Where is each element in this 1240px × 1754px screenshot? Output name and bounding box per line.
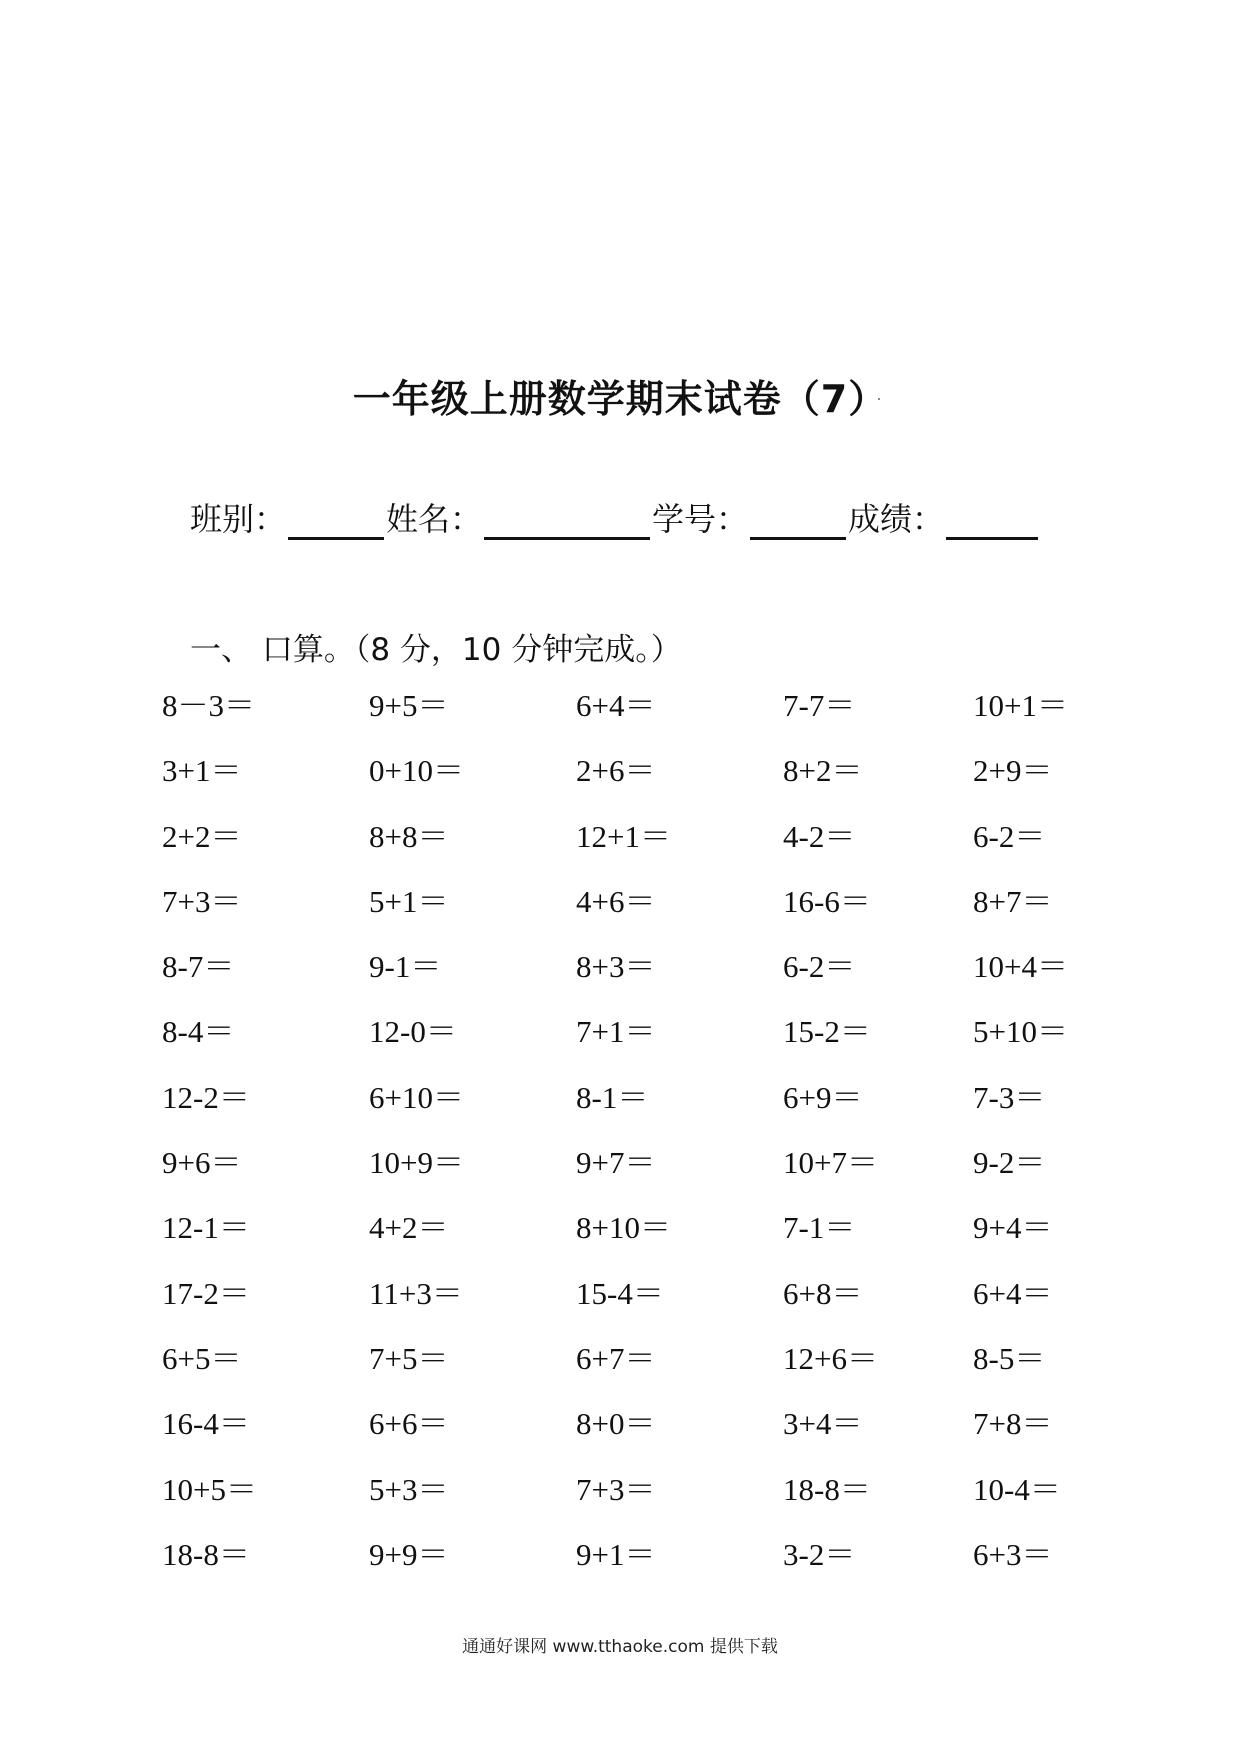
math-problem: 8+7＝: [973, 883, 1053, 919]
math-problem: 6+8＝: [783, 1275, 863, 1311]
math-problem: 4+2＝: [369, 1210, 449, 1246]
math-problem: 10+1＝: [973, 688, 1068, 723]
math-problem: 9+1＝: [576, 1536, 656, 1572]
math-problem: 12-1＝: [162, 1210, 250, 1246]
math-problem: 6+10＝: [369, 1079, 464, 1115]
name-label: 姓名：: [386, 500, 483, 538]
math-problem: 8-1＝: [576, 1079, 649, 1115]
math-problem: 6+6＝: [369, 1406, 449, 1442]
math-problem: 6+9＝: [783, 1079, 863, 1115]
math-problem: 18-8＝: [162, 1536, 250, 1572]
math-problem: 7+3＝: [576, 1471, 656, 1507]
math-problem: 10+9＝: [369, 1145, 464, 1181]
page-title: 一年级上册数学期末试卷（7）: [352, 377, 888, 421]
math-problem: 10+7＝: [783, 1145, 878, 1181]
math-problem: 11+3＝: [369, 1275, 463, 1311]
section-1-title: 一、 口算。: [190, 632, 355, 668]
math-problem: 10-4＝: [973, 1471, 1061, 1507]
math-problem: 9+5＝: [369, 688, 449, 723]
math-problem: 4+6＝: [576, 883, 656, 919]
math-problem: 9+9＝: [369, 1536, 449, 1572]
math-problem: 9+4＝: [973, 1210, 1053, 1246]
math-problem: 10+5＝: [162, 1471, 257, 1507]
math-problem: 8－3＝: [162, 688, 255, 723]
math-problem: 7-7＝: [783, 688, 856, 723]
student-info-row: [190, 496, 1040, 540]
math-problem: 7+1＝: [576, 1014, 656, 1050]
number-label: 学号：: [652, 500, 749, 538]
math-problem: 8-4＝: [162, 1014, 235, 1050]
math-problem: 6+4＝: [576, 688, 656, 723]
math-problem: 4-2＝: [783, 818, 856, 854]
math-problem: 7-1＝: [783, 1210, 856, 1246]
math-problem: 8-5＝: [973, 1340, 1046, 1376]
math-problem: 8+3＝: [576, 949, 656, 985]
math-problem: 17-2＝: [162, 1275, 250, 1311]
math-problem: 9-1＝: [369, 949, 442, 985]
math-problem: 15-2＝: [783, 1014, 871, 1050]
math-problem: 6+7＝: [576, 1340, 656, 1376]
math-problem: 5+1＝: [369, 883, 449, 919]
math-problem: 7+8＝: [973, 1406, 1053, 1442]
math-problem: 16-6＝: [783, 883, 871, 919]
math-problem: 7+3＝: [162, 883, 242, 919]
math-problem: 18-8＝: [783, 1471, 871, 1507]
math-problem: 3-2＝: [783, 1536, 856, 1572]
math-problem: 3+1＝: [162, 753, 242, 789]
math-problem: 2+6＝: [576, 753, 656, 789]
mental-math-grid: [162, 688, 1142, 1602]
math-problem: 9+6＝: [162, 1145, 242, 1181]
math-problem: 9-2＝: [973, 1145, 1046, 1181]
footer-source: 通通好课网 www.tthaoke.com 提供下载: [462, 1637, 778, 1657]
score-blank[interactable]: [946, 501, 1038, 540]
math-problem: 7-3＝: [973, 1079, 1046, 1115]
math-problem: 8+0＝: [576, 1406, 656, 1442]
math-problem: 3+4＝: [783, 1406, 863, 1442]
math-problem: 6-2＝: [783, 949, 856, 985]
class-blank[interactable]: [288, 501, 384, 540]
math-problem: 8-7＝: [162, 949, 235, 985]
math-problem: 10+4＝: [973, 949, 1068, 985]
math-problem: 8+10＝: [576, 1210, 671, 1246]
math-problem: 6+5＝: [162, 1340, 242, 1376]
math-problem: 5+3＝: [369, 1471, 449, 1507]
math-problem: 12+6＝: [783, 1340, 878, 1376]
math-problem: 8+8＝: [369, 818, 449, 854]
score-label: 成绩：: [848, 500, 945, 538]
math-problem: 12+1＝: [576, 818, 671, 854]
math-problem: 16-4＝: [162, 1406, 250, 1442]
math-problem: 6+3＝: [973, 1536, 1053, 1572]
math-problem: 6-2＝: [973, 818, 1046, 854]
math-problem: 6+4＝: [973, 1275, 1053, 1311]
math-problem: 12-0＝: [369, 1014, 457, 1050]
section-1-note: （8 分，10 分钟完成。）: [354, 632, 682, 668]
math-problem: 9+7＝: [576, 1145, 656, 1181]
math-problem: 2+9＝: [973, 753, 1053, 789]
section-1-heading: [190, 624, 682, 669]
name-blank[interactable]: [484, 501, 650, 540]
math-problem: 12-2＝: [162, 1079, 250, 1115]
math-problem: 0+10＝: [369, 753, 464, 789]
math-problem: 8+2＝: [783, 753, 863, 789]
class-label: 班别：: [190, 500, 287, 538]
number-blank[interactable]: [750, 501, 846, 540]
math-problem: 5+10＝: [973, 1014, 1068, 1050]
math-problem: 2+2＝: [162, 818, 242, 854]
math-problem: 15-4＝: [576, 1275, 664, 1311]
math-problem: 7+5＝: [369, 1340, 449, 1376]
